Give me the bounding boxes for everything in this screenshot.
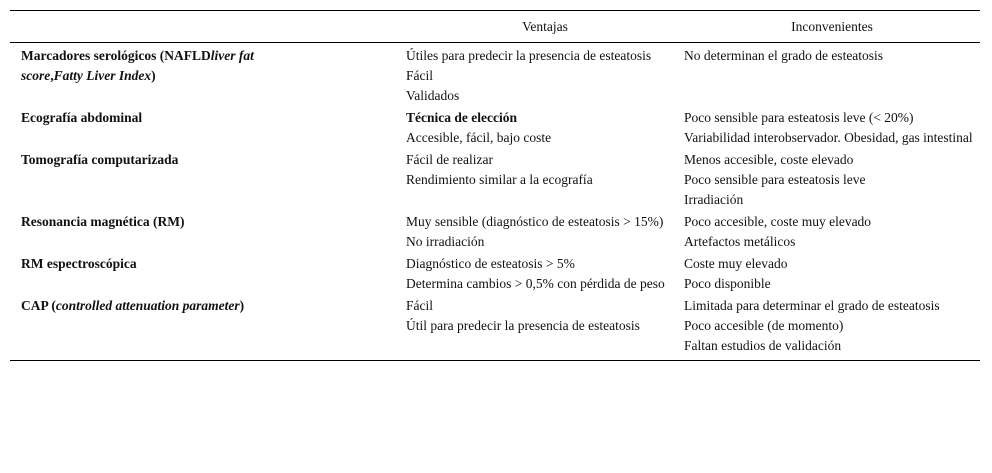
ventaja-item: Rendimiento similar a la ecografía <box>406 172 593 187</box>
row-ventajas <box>406 294 684 361</box>
ventaja-item: Muy sensible (diagnóstico de esteatosis > 15%) <box>406 214 664 229</box>
row-inconvenientes <box>684 210 980 252</box>
header-row <box>10 11 980 43</box>
ventaja-item: Diagnóstico de esteatosis > 5% <box>406 256 575 271</box>
ventaja-item: Útiles para predecir la presencia de esteatosis <box>406 48 652 63</box>
method-label-part: controlled attenuation parameter <box>55 298 240 313</box>
row-method-label <box>10 252 406 294</box>
inconveniente-item: Irradiación <box>684 192 744 207</box>
ventaja-item: Fácil de realizar <box>406 152 493 167</box>
row-inconvenientes <box>684 106 980 148</box>
row-ventajas <box>406 106 684 148</box>
inconveniente-item: No determinan el grado de esteatosis <box>684 48 884 63</box>
inconveniente-item: Poco disponible <box>684 276 771 291</box>
table-row <box>10 43 980 107</box>
inconveniente-item: Poco accesible (de momento) <box>684 318 844 333</box>
inconveniente-item: Coste muy elevado <box>684 256 788 271</box>
method-label-part: Resonancia magnética (RM) <box>21 214 185 229</box>
ventaja-item: Fácil <box>406 68 433 83</box>
table-row <box>10 210 980 252</box>
row-inconvenientes <box>684 148 980 210</box>
method-label-part: ) <box>151 68 156 83</box>
ventaja-item: Determina cambios > 0,5% con pérdida de peso <box>406 276 665 291</box>
row-method-label <box>10 210 406 252</box>
header-method <box>10 11 406 43</box>
ventaja-item: Validados <box>406 88 460 103</box>
method-label-part: RM espectroscópica <box>21 256 137 271</box>
method-label-part: Ecografía abdominal <box>21 110 143 125</box>
row-ventajas <box>406 43 684 107</box>
ventaja-item: Técnica de elección <box>406 110 517 125</box>
table-row <box>10 252 980 294</box>
method-label-part: Tomografía computarizada <box>21 152 179 167</box>
table-row <box>10 294 980 361</box>
table-body <box>10 43 980 361</box>
method-label-part: Fatty Liver Index <box>53 68 152 83</box>
inconveniente-item: Faltan estudios de validación <box>684 338 842 353</box>
inconveniente-item: Artefactos metálicos <box>684 234 796 249</box>
row-inconvenientes <box>684 252 980 294</box>
header-ventajas: Ventajas <box>522 18 568 34</box>
ventaja-item: No irradiación <box>406 234 485 249</box>
row-inconvenientes <box>684 294 980 361</box>
header-inconvenientes: Inconvenientes <box>791 18 873 34</box>
ventaja-item: Accesible, fácil, bajo coste <box>406 130 552 145</box>
ventaja-item: Útil para predecir la presencia de esteatosis <box>406 318 640 333</box>
method-label-part: ) <box>239 298 245 313</box>
method-label-part: Marcadores serológicos (NAFLD <box>21 48 211 63</box>
comparison-table-wrapper <box>10 10 980 361</box>
inconveniente-item: Poco sensible para esteatosis leve (< 20%) <box>684 110 914 125</box>
inconveniente-item: Menos accesible, coste elevado <box>684 152 854 167</box>
method-label-part: liver fat score <box>21 48 254 83</box>
row-method-label <box>10 43 406 107</box>
row-method-label <box>10 148 406 210</box>
table-row <box>10 106 980 148</box>
row-ventajas <box>406 252 684 294</box>
inconveniente-item: Variabilidad interobservador. Obesidad, gas intestinal <box>684 130 973 145</box>
row-method-label <box>10 106 406 148</box>
inconveniente-item: Poco sensible para esteatosis leve <box>684 172 866 187</box>
inconveniente-item: Poco accesible, coste muy elevado <box>684 214 872 229</box>
table-header <box>10 11 980 43</box>
row-inconvenientes <box>684 43 980 107</box>
row-ventajas <box>406 148 684 210</box>
row-method-label <box>10 294 406 361</box>
comparison-table <box>10 10 980 361</box>
method-label-part: , <box>50 68 54 83</box>
table-row <box>10 148 980 210</box>
ventaja-item: Fácil <box>406 298 433 313</box>
method-label-part: CAP ( <box>21 298 56 313</box>
inconveniente-item: Limitada para determinar el grado de esteatosis <box>684 298 940 313</box>
row-ventajas <box>406 210 684 252</box>
